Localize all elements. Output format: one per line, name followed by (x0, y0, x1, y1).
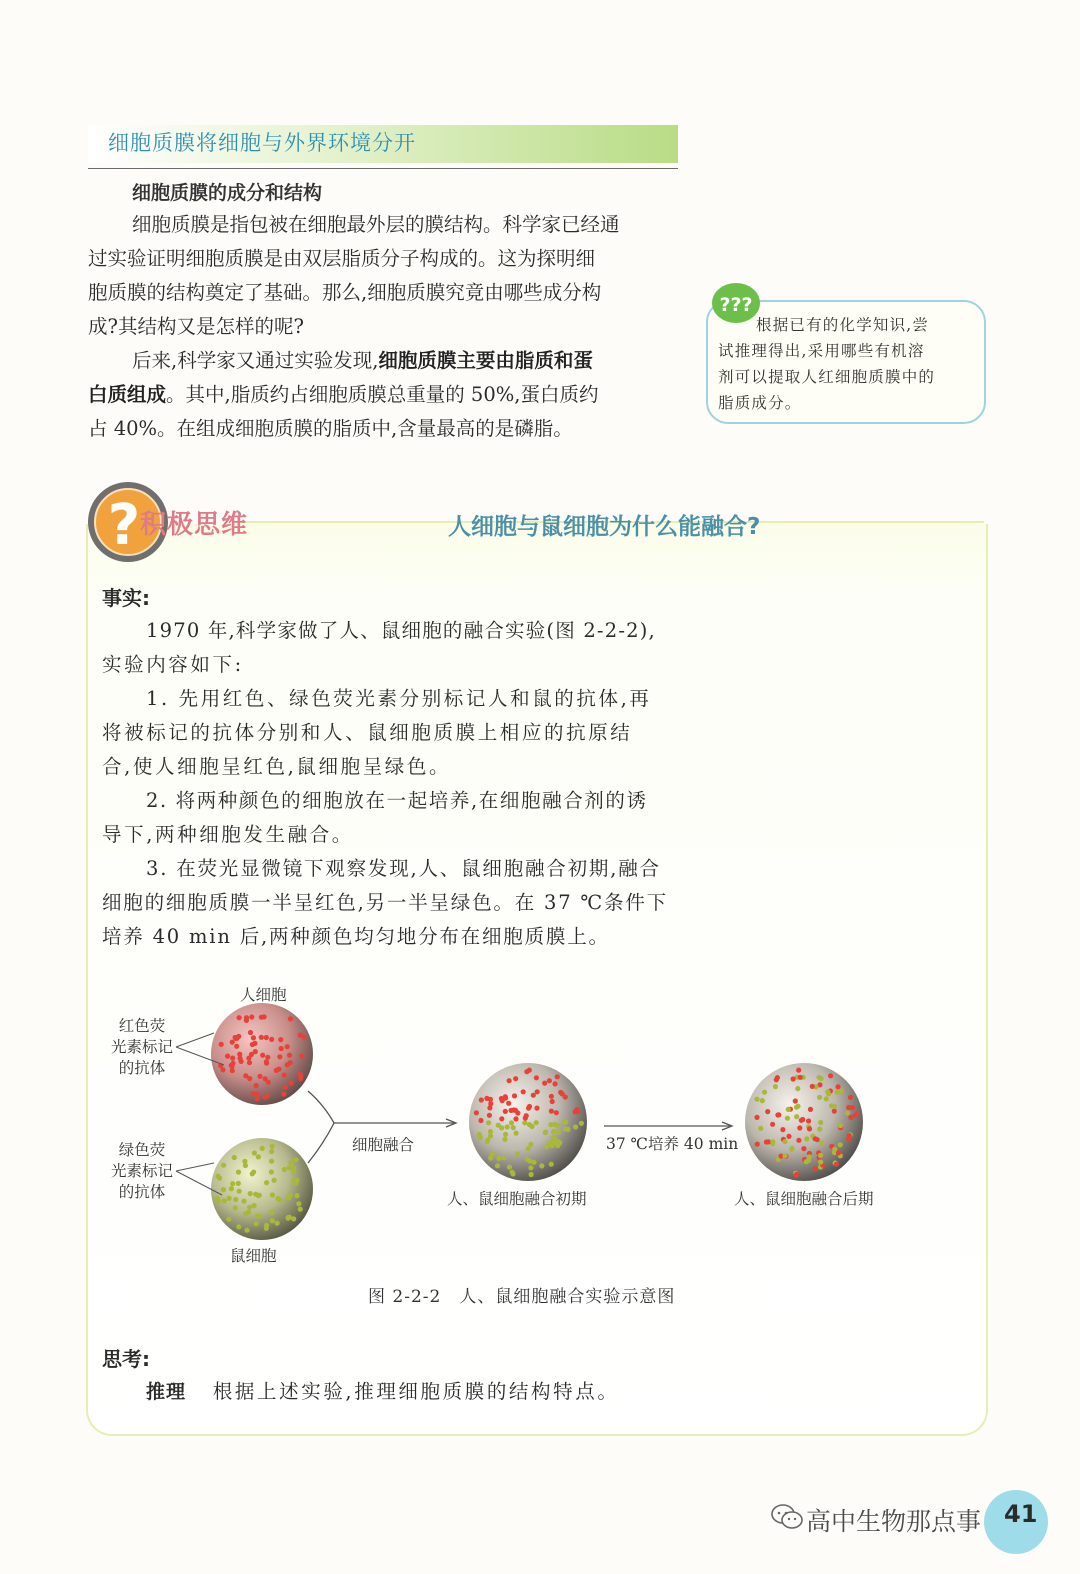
fluorescent-dot (243, 1163, 248, 1168)
fluorescent-dot (845, 1110, 850, 1115)
fluorescent-dot (490, 1152, 495, 1157)
fluorescent-dot (762, 1090, 767, 1095)
fluorescent-dot (250, 1042, 255, 1047)
fluorescent-dot (263, 1076, 268, 1081)
fluorescent-dot (786, 1107, 791, 1112)
human-cell-label: 人细胞 (240, 986, 287, 1004)
section-divider (88, 168, 678, 169)
fluorescent-dot (288, 1080, 293, 1085)
thinking-label: 积极思维 (140, 510, 249, 540)
fluorescent-dot (264, 1059, 269, 1064)
fluorescent-dot (547, 1142, 552, 1147)
fluorescent-dot (796, 1068, 801, 1073)
fluorescent-dot (294, 1178, 299, 1183)
fluorescent-dot (484, 1096, 489, 1101)
culture-label: 37 ℃培养 40 min (606, 1135, 739, 1153)
subheading: 细胞质膜的成分和结构 (132, 182, 323, 204)
paragraph-2-bold: 白质组成 (88, 383, 167, 406)
paragraph-1-line: 胞质膜的结构奠定了基础。那么,细胞质膜究竟由哪些成分构 (88, 281, 602, 304)
fluorescent-dot (298, 1207, 303, 1212)
fluorescent-dot (511, 1107, 516, 1112)
fluorescent-dot (485, 1139, 490, 1144)
fluorescent-dot (501, 1155, 506, 1160)
fluorescent-dot (515, 1151, 520, 1156)
fluorescent-dot (260, 1053, 265, 1058)
fluorescent-dot (264, 1223, 269, 1228)
fluorescent-dot (503, 1132, 508, 1137)
fluorescent-dot (807, 1126, 812, 1131)
fluorescent-dot (229, 1186, 234, 1191)
fluorescent-dot (241, 1199, 246, 1204)
side-note-line: 脂质成分。 (718, 394, 802, 412)
fluorescent-dot (834, 1162, 839, 1167)
fluorescent-dot (234, 1044, 239, 1049)
fluorescent-dot (786, 1134, 791, 1139)
fluorescent-dot (287, 1165, 292, 1170)
fluorescent-dot (252, 1203, 257, 1208)
fluorescent-dot (528, 1165, 533, 1170)
fluorescent-dot (287, 1053, 292, 1058)
fluorescent-dot (474, 1110, 479, 1115)
fluorescent-dot (549, 1109, 554, 1114)
culture-arrow (604, 1122, 732, 1130)
facts-line: 培养 40 min 后,两种颜色均匀地分布在细胞质膜上。 (102, 925, 610, 948)
fluorescent-dot (278, 1037, 283, 1042)
fluorescent-dot (237, 1056, 242, 1061)
fluorescent-dot (785, 1116, 790, 1121)
fluorescent-dot (236, 1181, 241, 1186)
fluorescent-dot (515, 1110, 520, 1115)
fluorescent-dot (816, 1075, 821, 1080)
fluorescent-dot (269, 1149, 274, 1154)
fluorescent-dot (278, 1197, 283, 1202)
fluorescent-dot (252, 1150, 257, 1155)
mouse-cell-label: 鼠细胞 (230, 1247, 277, 1265)
fluorescent-dot (798, 1075, 803, 1080)
figure-caption: 图 2-2-2 人、鼠细胞融合实验示意图 (368, 1287, 676, 1307)
fluorescent-dot (556, 1130, 561, 1135)
fluorescent-dot (478, 1118, 483, 1123)
fluorescent-dot (512, 1093, 517, 1098)
fluorescent-dot (539, 1163, 544, 1168)
fluorescent-dot (279, 1046, 284, 1051)
fluorescent-dot (847, 1133, 852, 1138)
fluorescent-dot (225, 1054, 230, 1059)
fluorescent-dot (502, 1137, 507, 1142)
fluorescent-dot (221, 1163, 226, 1168)
fluorescent-dot (505, 1124, 510, 1129)
fluorescent-dot (254, 1083, 259, 1088)
fluorescent-dot (230, 1040, 235, 1045)
fluorescent-dot (782, 1139, 787, 1144)
fluorescent-dot (818, 1159, 823, 1164)
fluorescent-dot (496, 1156, 501, 1161)
fluorescent-dot (264, 1180, 269, 1185)
paragraph-1 (88, 208, 680, 344)
paragraph-1-line: 成?其结构又是怎样的呢? (88, 315, 304, 338)
fluorescent-dot (521, 1089, 526, 1094)
fluorescent-dot (774, 1077, 779, 1082)
fluorescent-dot (794, 1173, 799, 1178)
paragraph-2-text: 。其中,脂质约占细胞质膜总重量的 50%,蛋白质约 (166, 383, 599, 406)
fluorescent-dot (298, 1033, 303, 1038)
fluorescent-dot (255, 1096, 260, 1101)
fluorescent-dot (282, 1085, 287, 1090)
fluorescent-dot (754, 1115, 759, 1120)
fluorescent-dot (813, 1166, 818, 1171)
fluorescent-dot (506, 1101, 511, 1106)
fluorescent-dot (487, 1113, 492, 1118)
fluorescent-dot (527, 1104, 532, 1109)
fluorescent-dot (509, 1120, 514, 1125)
fluorescent-dot (251, 1170, 256, 1175)
red-antibody-label (104, 1016, 180, 1079)
fluorescent-dot (797, 1125, 802, 1130)
late-fused-cell (745, 1063, 863, 1181)
fluorescent-dot (810, 1084, 815, 1089)
fusion-label: 细胞融合 (352, 1136, 415, 1154)
fluorescent-dot (795, 1086, 800, 1091)
fluorescent-dot (531, 1160, 536, 1165)
fluorescent-dot (233, 1205, 238, 1210)
mouse-cell (211, 1138, 313, 1240)
fluorescent-dot (804, 1136, 809, 1141)
fluorescent-dot (770, 1122, 775, 1127)
fluorescent-dot (780, 1127, 785, 1132)
fluorescent-dot (801, 1146, 806, 1151)
fluorescent-dot (838, 1123, 843, 1128)
fluorescent-dot (275, 1221, 280, 1226)
fluorescent-dot (511, 1125, 516, 1130)
fluorescent-dot (479, 1097, 484, 1102)
fluorescent-dot (246, 1210, 251, 1215)
fluorescent-dot (488, 1101, 493, 1106)
fluorescent-dot (848, 1095, 853, 1100)
fluorescent-dot (253, 1192, 258, 1197)
facts-line: 实验内容如下: (102, 653, 244, 676)
fluorescent-dot (503, 1109, 508, 1114)
fluorescent-dot (775, 1112, 780, 1117)
fluorescent-dot (791, 1076, 796, 1081)
fluorescent-dot (477, 1132, 482, 1137)
fluorescent-dot (575, 1109, 580, 1114)
fluorescent-dot (230, 1061, 235, 1066)
fluorescent-dot (573, 1124, 578, 1129)
fluorescent-dot (293, 1157, 298, 1162)
fluorescent-dot (495, 1163, 500, 1168)
section-title: 细胞质膜将细胞与外界环境分开 (108, 131, 416, 155)
red-antibody-label-line: 光素标记 (110, 1038, 173, 1056)
fluorescent-dot (269, 1169, 274, 1174)
fluorescent-dot (550, 1099, 555, 1104)
fluorescent-dot (529, 1172, 534, 1177)
fluorescent-dot (296, 1201, 301, 1206)
paragraph-2-line (88, 378, 680, 412)
fluorescent-dot (549, 1162, 554, 1167)
fluorescent-dot (233, 1035, 238, 1040)
fluorescent-dot (528, 1142, 533, 1147)
side-note-text (718, 312, 976, 416)
fluorescent-dot (299, 1054, 304, 1059)
facts-line: 3. 在荧光显微镜下观察发现,人、鼠细胞融合初期,融合 (146, 857, 661, 880)
red-antibody-label-line: 的抗体 (118, 1059, 166, 1077)
fluorescent-dot (542, 1081, 547, 1086)
fluorescent-dot (282, 1073, 287, 1078)
fluorescent-dot (226, 1217, 231, 1222)
fluorescent-dot (525, 1157, 530, 1162)
fluorescent-dot (579, 1121, 584, 1126)
fluorescent-dot (513, 1116, 518, 1121)
fluorescent-dot (534, 1120, 539, 1125)
fluorescent-dot (534, 1075, 539, 1080)
thinking-question: 人细胞与鼠细胞为什么能融合? (448, 514, 761, 540)
fluorescent-dot (244, 1015, 249, 1020)
fluorescent-dot (524, 1069, 529, 1074)
facts-label: 事实: (102, 586, 150, 610)
paragraph-1-line: 过实验证明细胞质膜是由双层脂质分子构成的。这为探明细 (88, 247, 596, 270)
fluorescent-dot (565, 1127, 570, 1132)
fluorescent-dot (534, 1106, 539, 1111)
fluorescent-dot (555, 1074, 560, 1079)
fluorescent-dot (832, 1147, 837, 1152)
fluorescent-dot (818, 1153, 823, 1158)
fluorescent-dot (259, 1035, 264, 1040)
fluorescent-dot (230, 1056, 235, 1061)
fluorescent-dot (221, 1187, 226, 1192)
facts-line: 将被标记的抗体分别和人、鼠细胞质膜上相应的抗原结 (102, 721, 633, 744)
fluorescent-dot (765, 1109, 770, 1114)
fluorescent-dot (755, 1142, 760, 1147)
fluorescent-dot (294, 1193, 299, 1198)
fluorescent-dot (563, 1094, 568, 1099)
fluorescent-dot (514, 1131, 519, 1136)
fluorescent-dot (562, 1119, 567, 1124)
fluorescent-dot (288, 1016, 293, 1021)
fluorescent-dot (853, 1113, 858, 1118)
fluorescent-dot (232, 1155, 237, 1160)
fluorescent-dot (270, 1144, 275, 1149)
fluorescent-dot (265, 1055, 270, 1060)
fluorescent-dot (254, 1091, 259, 1096)
fluorescent-dot (526, 1146, 531, 1151)
fluorescent-dot (795, 1104, 800, 1109)
fluorescent-dot (486, 1120, 491, 1125)
fluorescent-dot (237, 1189, 242, 1194)
fluorescent-dot (259, 1015, 264, 1020)
fluorescent-dot (836, 1150, 841, 1155)
paragraph-2-line: 占 40%。在组成细胞质膜的脂质中,含量最高的是磷脂。 (88, 417, 573, 440)
fluorescent-dot (288, 1160, 293, 1165)
fluorescent-dot (272, 1178, 277, 1183)
paragraph-1-line: 细胞质膜是指包被在细胞最外层的膜结构。科学家已经通 (132, 213, 620, 236)
fluorescent-dot (277, 1054, 282, 1059)
fluorescent-dot (270, 1218, 275, 1223)
fluorescent-dot (817, 1095, 822, 1100)
fluorescent-dot (503, 1094, 508, 1099)
facts-line: 导下,两种细胞发生融合。 (102, 823, 354, 846)
fluorescent-dot (507, 1078, 512, 1083)
fluorescent-dot (287, 1193, 292, 1198)
facts-text (102, 614, 680, 954)
green-antibody-label-line: 光素标记 (110, 1162, 173, 1180)
paragraph-2-text: 后来,科学家又通过实验发现, (132, 349, 379, 372)
fluorescent-dot (274, 1068, 279, 1073)
fluorescent-dot (247, 1205, 252, 1210)
fluorescent-dot (264, 1035, 269, 1040)
paragraph-2-line (88, 344, 680, 378)
early-fusion-label: 人、鼠细胞融合初期 (447, 1190, 587, 1208)
fluorescent-dot (547, 1078, 552, 1083)
fluorescent-dot (543, 1130, 548, 1135)
fluorescent-dot (282, 1167, 287, 1172)
fluorescent-dot (530, 1124, 535, 1129)
fluorescent-dot (247, 1076, 252, 1081)
facts-line: 合,使人细胞呈红色,鼠细胞呈绿色。 (102, 755, 452, 778)
fluorescent-dot (511, 1171, 516, 1176)
green-antibody-label-line: 的抗体 (118, 1183, 166, 1201)
question-badge-glyph: ? (107, 493, 141, 558)
page-number: 41 (1004, 1500, 1038, 1528)
fluorescent-dot (227, 1196, 232, 1201)
think-label: 思考: (102, 1347, 150, 1371)
fluorescent-dot (770, 1139, 775, 1144)
fluorescent-dot (269, 1159, 274, 1164)
fluorescent-dot (285, 1062, 290, 1067)
fluorescent-dot (531, 1093, 536, 1098)
wechat-icon (770, 1502, 804, 1532)
fluorescent-dot (839, 1088, 844, 1093)
fluorescent-dot (557, 1140, 562, 1145)
green-antibody-label (104, 1140, 180, 1203)
fluorescent-dot (256, 1154, 261, 1159)
fluorescent-dot (499, 1125, 504, 1130)
fluorescent-dot (824, 1096, 829, 1101)
cell-fusion-figure (96, 975, 896, 1275)
fluorescent-dot (270, 1192, 275, 1197)
question-bubble-glyph: ??? (719, 294, 753, 316)
fluorescent-dot (265, 1093, 270, 1098)
fluorescent-dot (237, 1015, 242, 1020)
fluorescent-dot (236, 1170, 241, 1175)
reasoning-label: 推理 (146, 1381, 187, 1403)
fluorescent-dot (789, 1146, 794, 1151)
fluorescent-dot (813, 1136, 818, 1141)
fluorescent-dot (255, 1213, 260, 1218)
side-note-line: 剂可以提取人红细胞质膜中的 (718, 368, 936, 386)
fluorescent-dot (298, 1076, 303, 1081)
fluorescent-dot (249, 1014, 254, 1019)
facts-line: 2. 将两种颜色的细胞放在一起培养,在细胞融合剂的诱 (146, 789, 648, 812)
facts-line: 1. 先用红色、绿色荧光素分别标记人和鼠的抗体,再 (146, 687, 652, 710)
fluorescent-dot (551, 1129, 556, 1134)
fluorescent-dot (554, 1110, 559, 1115)
fluorescent-dot (254, 1221, 259, 1226)
fluorescent-dot (215, 1196, 220, 1201)
fluorescent-dot (535, 1089, 540, 1094)
fluorescent-dot (826, 1091, 831, 1096)
fluorescent-dot (251, 1035, 256, 1040)
fluorescent-dot (233, 1197, 238, 1202)
fluorescent-dot (806, 1118, 811, 1123)
fluorescent-dot (832, 1109, 837, 1114)
fluorescent-dot (758, 1126, 763, 1131)
reasoning-text: 根据上述实验,推理细胞质膜的结构特点。 (212, 1380, 620, 1403)
fluorescent-dot (269, 1037, 274, 1042)
fluorescent-dot (513, 1076, 518, 1081)
late-fusion-label: 人、鼠细胞融合后期 (734, 1190, 874, 1208)
fluorescent-dot (558, 1090, 563, 1095)
fluorescent-dot (808, 1107, 813, 1112)
fluorescent-dot (819, 1140, 824, 1145)
fluorescent-dot (760, 1098, 765, 1103)
fluorescent-dot (850, 1105, 855, 1110)
fluorescent-dot (244, 1228, 249, 1233)
fluorescent-dot (782, 1153, 787, 1158)
fluorescent-dot (522, 1120, 527, 1125)
fluorescent-dot (794, 1114, 799, 1119)
fluorescent-dot (799, 1118, 804, 1123)
fluorescent-dot (548, 1122, 553, 1127)
watermark-text: 高中生物那点事 (806, 1507, 982, 1536)
fluorescent-dot (553, 1081, 558, 1086)
side-note-line: 试推理得出,采用哪些有机溶 (718, 342, 925, 360)
red-antibody-label-line: 红色荧 (118, 1017, 166, 1035)
fluorescent-dot (285, 1044, 290, 1049)
fluorescent-dot (754, 1097, 759, 1102)
fluorescent-dot (796, 1138, 801, 1143)
facts-line: 细胞的细胞质膜一半呈红色,另一半呈绿色。在 37 ℃条件下 (102, 891, 668, 914)
fluorescent-dot (281, 1092, 286, 1097)
side-note-line: 根据已有的化学知识,尝 (756, 316, 930, 334)
paragraph-2 (88, 344, 680, 446)
fluorescent-dot (230, 1181, 235, 1186)
fluorescent-dot (248, 1030, 253, 1035)
reasoning-line (146, 1376, 619, 1404)
fluorescent-dot (488, 1133, 493, 1138)
fluorescent-dot (817, 1127, 822, 1132)
fluorescent-dot (507, 1165, 512, 1170)
fluorescent-dot (219, 1042, 224, 1047)
green-antibody-label-line: 绿色荧 (118, 1141, 166, 1159)
fluorescent-dot (248, 1191, 253, 1196)
fluorescent-dot (249, 1052, 254, 1057)
fluorescent-dot (829, 1103, 834, 1108)
paragraph-2-bold: 细胞质膜主要由脂质和蛋 (378, 349, 593, 372)
fluorescent-dot (257, 1074, 262, 1079)
fluorescent-dot (216, 1174, 221, 1179)
fluorescent-dot (260, 1146, 265, 1151)
fluorescent-dot (838, 1142, 843, 1147)
fluorescent-dot (806, 1158, 811, 1163)
fluorescent-dot (247, 1060, 252, 1065)
fluorescent-dot (773, 1084, 778, 1089)
fluorescent-dot (549, 1094, 554, 1099)
fluorescent-dot (524, 1113, 529, 1118)
fluorescent-dot (222, 1198, 227, 1203)
fluorescent-dot (291, 1169, 296, 1174)
fluorescent-dot (286, 1215, 291, 1220)
fluorescent-dot (793, 1098, 798, 1103)
fluorescent-dot (269, 1210, 274, 1215)
fluorescent-dot (236, 1224, 241, 1229)
fluorescent-dot (499, 1116, 504, 1121)
fluorescent-dot (764, 1139, 769, 1144)
fluorescent-dot (818, 1120, 823, 1125)
facts-line: 1970 年,科学家做了人、鼠细胞的融合实验(图 2-2-2), (146, 619, 656, 642)
fluorescent-dot (828, 1073, 833, 1078)
